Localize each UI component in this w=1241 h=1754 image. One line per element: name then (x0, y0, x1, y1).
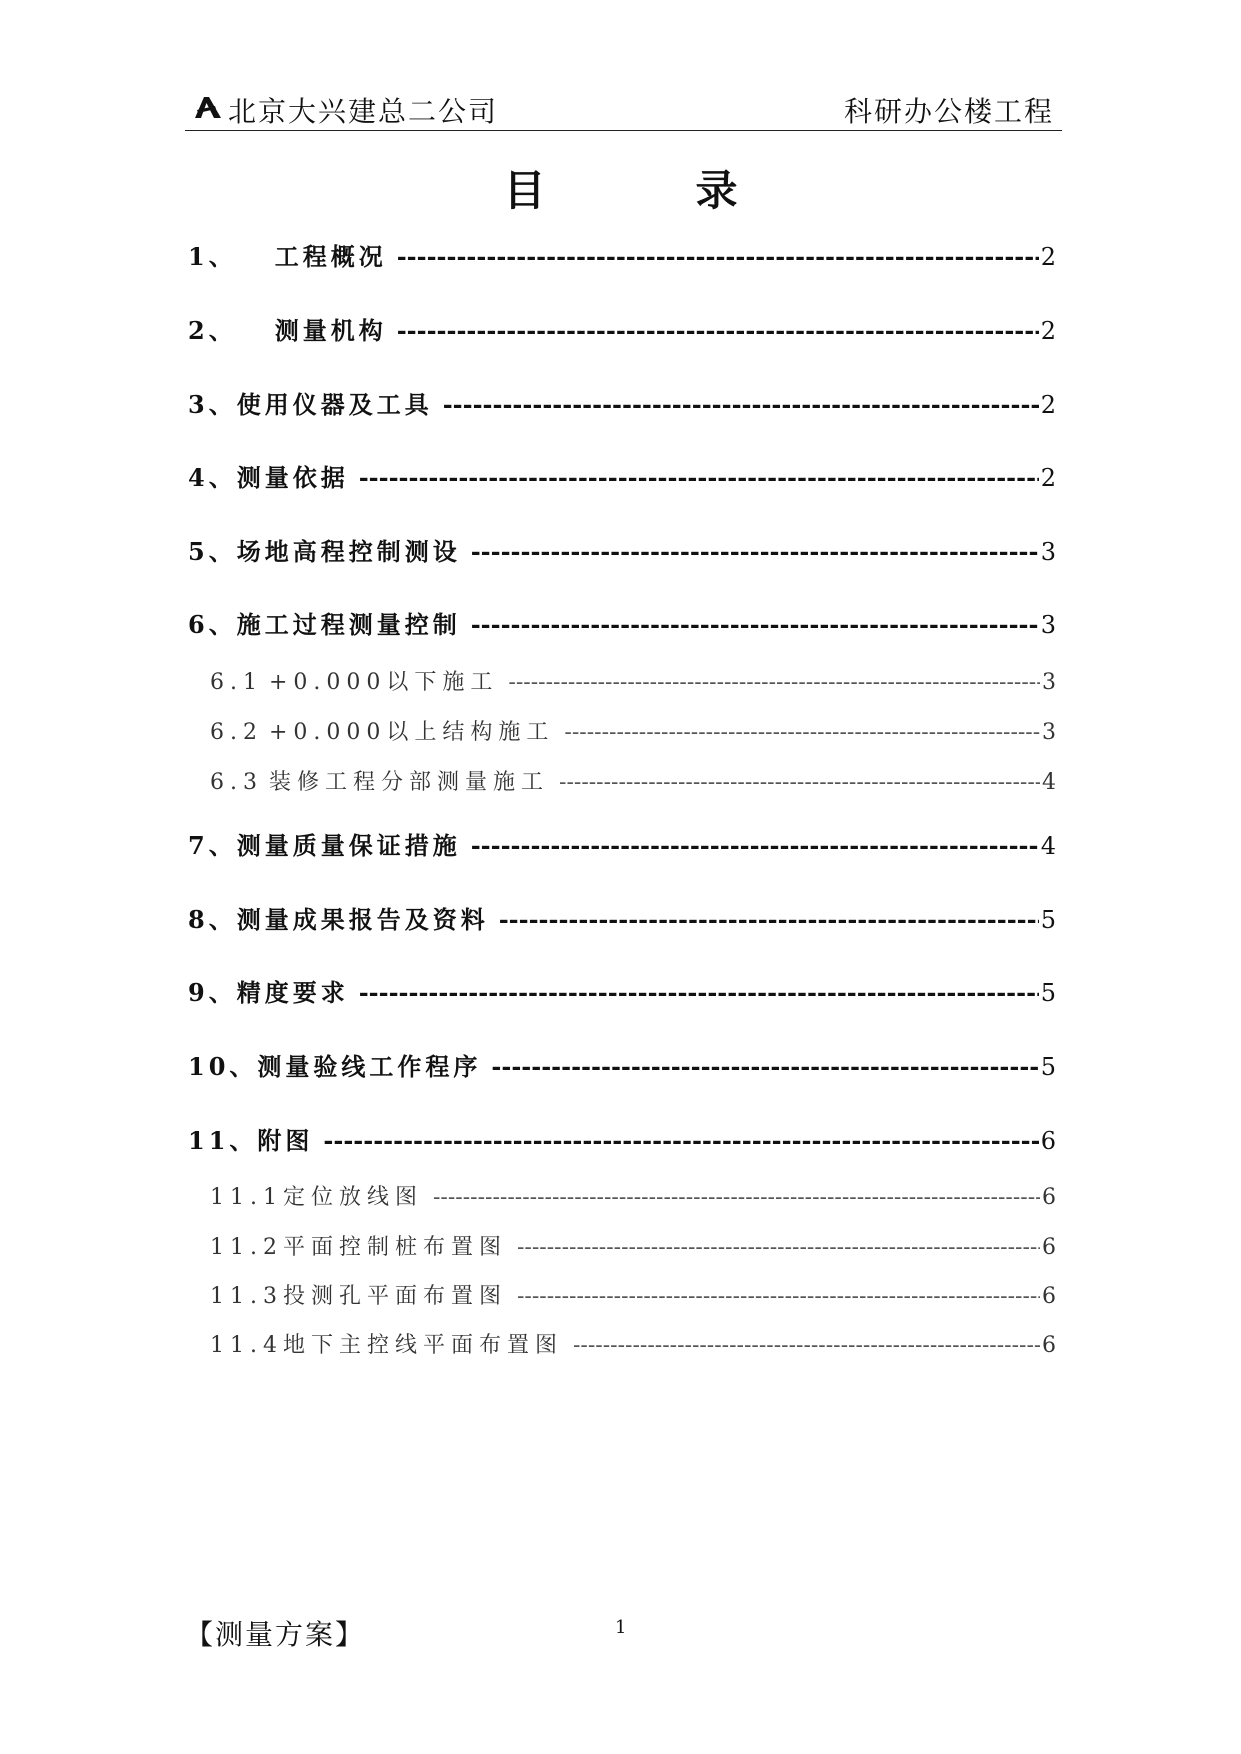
toc-entry[interactable] (188, 385, 1056, 420)
toc-leader (471, 610, 1039, 639)
toc-subentry[interactable] (188, 1180, 1056, 1211)
toc-entry-number: 11.1 (210, 1185, 283, 1210)
toc-entry-page: 3 (1042, 670, 1056, 695)
toc-entry-number: 4、 (188, 463, 237, 492)
toc-entry-text: 定位放线图 (282, 1185, 423, 1210)
toc-entry[interactable] (188, 973, 1056, 1008)
toc-entry-number: 6.1 (210, 670, 263, 695)
toc-entry-page: 5 (1040, 1053, 1056, 1081)
toc-subentry[interactable] (188, 665, 1056, 696)
toc-leader (471, 831, 1039, 860)
toc-leader (397, 316, 1039, 345)
toc-leader (471, 537, 1039, 566)
toc-entry-number: 11.3 (210, 1284, 283, 1309)
toc-entry-text: 场地高程控制测设 (236, 537, 461, 566)
toc-entry-page: 2 (1040, 317, 1056, 345)
toc-leader (323, 1126, 1038, 1155)
toc-entry[interactable] (188, 532, 1056, 567)
toc-entry-number: 2、 (188, 316, 237, 345)
toc-subentry[interactable] (188, 715, 1056, 746)
toc-subentry[interactable] (188, 1279, 1056, 1310)
toc-entry[interactable] (188, 826, 1056, 861)
toc-entry-page: 2 (1040, 243, 1056, 271)
toc-entry-page: 3 (1042, 720, 1056, 745)
toc-entry-text: 测量质量保证措施 (236, 831, 461, 860)
toc-entry-page: 3 (1040, 611, 1056, 639)
company-logo-icon (193, 94, 223, 120)
toc-entry-number: 7、 (188, 831, 237, 860)
toc-leader (359, 978, 1039, 1007)
toc-entry-text: 地下主控线平面布置图 (282, 1333, 563, 1358)
toc-entry-text: 装修工程分部测量施工 (269, 770, 550, 795)
toc-entry-page: 5 (1040, 906, 1056, 934)
toc-leader (499, 905, 1039, 934)
toc-entry-page: 6 (1042, 1185, 1056, 1210)
toc-entry-text: 测量成果报告及资料 (236, 905, 489, 934)
toc-entry[interactable] (188, 900, 1056, 935)
footer-document-name: 【测量方案】 (185, 1618, 366, 1651)
toc-entry-number: 11.4 (210, 1333, 283, 1358)
toc-entry-number: 8、 (188, 905, 237, 934)
toc-entry-page: 3 (1040, 538, 1056, 566)
toc-entry-number: 3、 (188, 390, 237, 419)
toc-entry-number: 6.2 (210, 720, 263, 745)
toc-entry-number: 6.3 (210, 770, 263, 795)
toc-subentry[interactable] (188, 1230, 1056, 1261)
toc-entry-page: 5 (1040, 979, 1056, 1007)
toc-entry[interactable] (188, 605, 1056, 640)
toc-entry[interactable] (188, 1047, 1056, 1082)
toc-leader (443, 390, 1039, 419)
toc-entry-number: 6、 (188, 610, 237, 639)
toc-entry-text: 精度要求 (236, 978, 349, 1007)
toc-entry-text: 测量依据 (236, 463, 349, 492)
toc-leader (508, 670, 1040, 695)
toc-entry-page: 2 (1040, 464, 1056, 492)
project-name: 科研办公楼工程 (843, 95, 1054, 128)
toc-entry-number: 9、 (188, 978, 237, 1007)
toc-entry[interactable] (188, 311, 1056, 346)
toc-entry-text: +0.000以上结构施工 (269, 720, 555, 745)
toc-entry-text: 测量机构 (274, 316, 387, 345)
toc-entry-text: 使用仪器及工具 (236, 390, 433, 419)
toc-entry-number: 1、 (188, 242, 237, 271)
toc-entry-page: 6 (1042, 1284, 1056, 1309)
toc-leader (517, 1235, 1040, 1260)
toc-leader (491, 1052, 1038, 1081)
toc-entry-page: 4 (1040, 832, 1056, 860)
toc-subentry[interactable] (188, 1328, 1056, 1359)
toc-leader (559, 770, 1040, 795)
page-header (185, 86, 1062, 131)
toc-entry-text: 附图 (257, 1126, 314, 1155)
toc-entry[interactable] (188, 1121, 1056, 1156)
toc-leader (359, 463, 1039, 492)
toc-entry-page: 6 (1042, 1333, 1056, 1358)
toc-entry-text: 平面控制桩布置图 (282, 1235, 507, 1260)
toc-title: 目录 (503, 166, 888, 215)
toc-leader (433, 1185, 1040, 1210)
company-name: 北京大兴建总二公司 (228, 95, 499, 128)
toc-entry-text: +0.000以下施工 (269, 670, 499, 695)
toc-entry-number: 11、 (188, 1126, 258, 1155)
toc-entry-page: 6 (1042, 1235, 1056, 1260)
toc-entry-text: 测量验线工作程序 (257, 1052, 482, 1081)
toc-entry-number: 5、 (188, 537, 237, 566)
toc-leader (573, 1333, 1040, 1358)
toc-entry-page: 4 (1042, 770, 1056, 795)
toc-entry[interactable] (188, 458, 1056, 493)
toc-entry-number: 10、 (188, 1052, 258, 1081)
footer-page-number: 1 (615, 1617, 627, 1638)
toc-entry-number: 11.2 (210, 1235, 283, 1260)
toc-entry-text: 工程概况 (274, 242, 387, 271)
toc-entry-text: 施工过程测量控制 (236, 610, 461, 639)
toc-subentry[interactable] (188, 765, 1056, 796)
toc-entry-text: 投测孔平面布置图 (282, 1284, 507, 1309)
toc-entry-page: 6 (1040, 1127, 1056, 1155)
toc-leader (564, 720, 1040, 745)
toc-entry-page: 2 (1040, 391, 1056, 419)
toc-leader (397, 242, 1039, 271)
toc-entry[interactable] (188, 237, 1056, 272)
toc-leader (517, 1284, 1040, 1309)
